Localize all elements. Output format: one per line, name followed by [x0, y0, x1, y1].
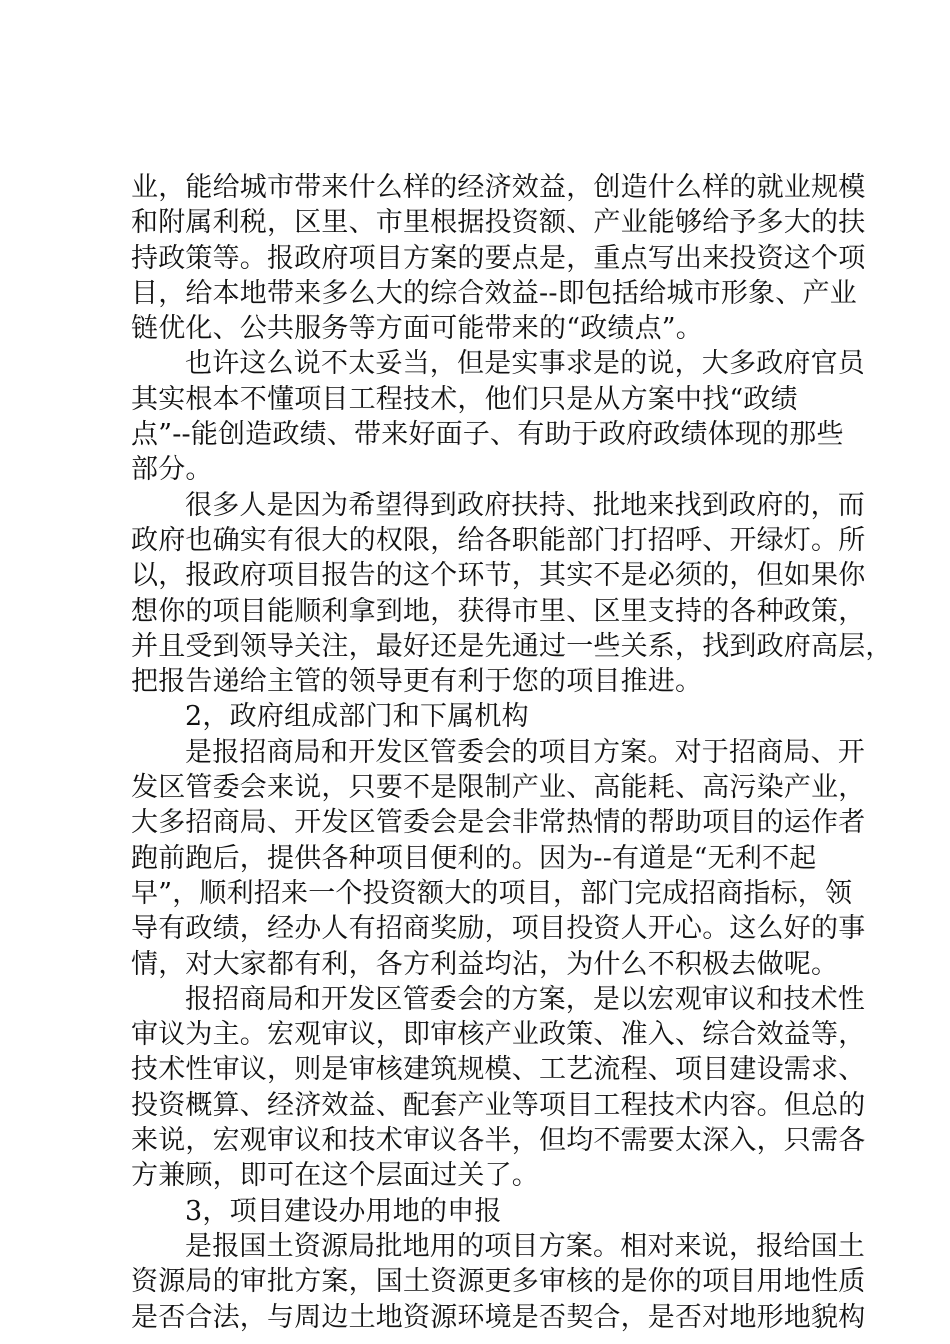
text-line: 跑前跑后，提供各种项目便利的。因为--有道是“无利不起 — [131, 842, 817, 874]
text-line: 其实根本不懂项目工程技术，他们只是从方案中找“政绩 — [131, 383, 798, 415]
text-line: 方兼顾，即可在这个层面过关了。 — [131, 1160, 539, 1192]
text-line: 以，报政府项目报告的这个环节，其实不是必须的，但如果你 — [131, 560, 866, 592]
text-line: 投资概算、经济效益、配套产业等项目工程技术内容。但总的 — [131, 1089, 866, 1121]
text-line: 大多招商局、开发区管委会是会非常热情的帮助项目的运作者 — [131, 807, 866, 839]
text-line: 来说，宏观审议和技术审议各半，但均不需要太深入，只需各 — [131, 1125, 866, 1157]
text-line: 政府也确实有很大的权限，给各职能部门打招呼、开绿灯。所 — [131, 524, 866, 556]
text-line: 报招商局和开发区管委会的方案，是以宏观审议和技术性 — [185, 983, 865, 1015]
text-line: 很多人是因为希望得到政府扶持、批地来找到政府的，而 — [185, 489, 865, 521]
text-line: 持政策等。报政府项目方案的要点是，重点写出来投资这个项 — [131, 242, 866, 274]
text-line: 导有政绩，经办人有招商奖励，项目投资人开心。这么好的事 — [131, 913, 866, 945]
text-line: 并且受到领导关注，最好还是先通过一些关系，找到政府高层， — [131, 630, 893, 662]
text-line: 是否合法，与周边土地资源环境是否契合，是否对地形地貌构 — [131, 1301, 866, 1333]
text-line: 部分。 — [131, 454, 213, 486]
text-line: 把报告递给主管的领导更有利于您的项目推进。 — [131, 666, 703, 698]
text-line: 业，能给城市带来什么样的经济效益，创造什么样的就业规模 — [131, 172, 866, 203]
document-body — [131, 170, 893, 1335]
text-line: 也许这么说不太妥当，但是实事求是的说，大多政府官员 — [185, 348, 865, 380]
text-line: 2，政府组成部门和下属机构 — [185, 701, 529, 733]
text-line: 审议为主。宏观审议，即审核产业政策、准入、综合效益等， — [131, 1019, 866, 1051]
text-line: 早”，顺利招来一个投资额大的项目，部门完成招商指标，领 — [131, 877, 853, 909]
text-line: 资源局的审批方案，国土资源更多审核的是你的项目用地性质 — [131, 1266, 866, 1298]
text-line: 链优化、公共服务等方面可能带来的“政绩点”。 — [131, 313, 704, 345]
text-line: 是报招商局和开发区管委会的项目方案。对于招商局、开 — [185, 736, 865, 768]
text-line: 情，对大家都有利，各方利益均沾，为什么不积极去做呢。 — [131, 948, 839, 980]
text-line: 点”--能创造政绩、带来好面子、有助于政府政绩体现的那些 — [131, 419, 844, 451]
text-line: 技术性审议，则是审核建筑规模、工艺流程、项目建设需求、 — [131, 1054, 866, 1086]
text-line: 想你的项目能顺利拿到地，获得市里、区里支持的各种政策， — [131, 595, 866, 627]
text-line: 和附属利税，区里、市里根据投资额、产业能够给予多大的扶 — [131, 207, 866, 239]
text-line: 发区管委会来说，只要不是限制产业、高能耗、高污染产业， — [131, 772, 866, 804]
text-line: 是报国土资源局批地用的项目方案。相对来说，报给国土 — [185, 1230, 865, 1262]
text-line: 3，项目建设办用地的申报 — [185, 1195, 502, 1227]
text-line: 目，给本地带来多么大的综合效益--即包括给城市形象、产业 — [131, 277, 857, 309]
